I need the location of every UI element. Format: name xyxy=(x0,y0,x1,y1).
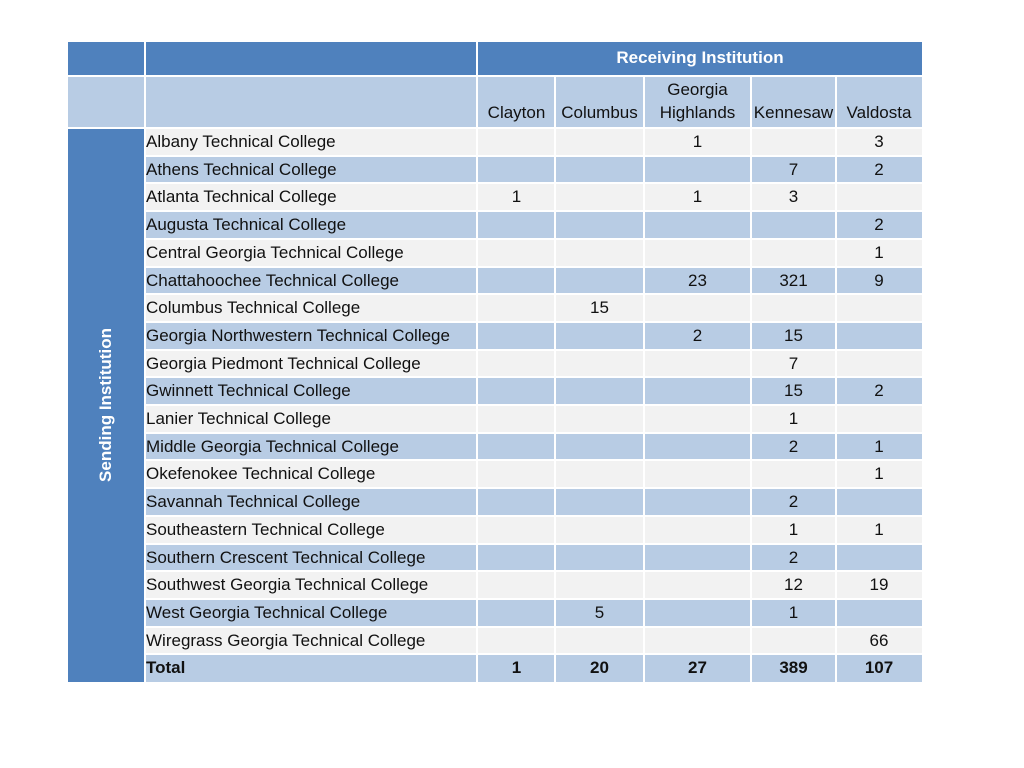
sending-institution-name: Atlanta Technical College xyxy=(146,187,337,207)
grid-line-horizontal xyxy=(144,266,922,268)
sending-institution-name: Southwest Georgia Technical College xyxy=(146,575,429,595)
value-cell-georgia-highlands: 2 xyxy=(692,325,703,345)
grid-line-horizontal xyxy=(144,210,922,212)
sending-institution-label: Sending Institution xyxy=(96,328,115,482)
grid-line-horizontal xyxy=(144,653,922,655)
value-cell-valdosta: 1 xyxy=(874,464,884,484)
grid-line-vertical xyxy=(643,76,645,682)
grid-line-horizontal xyxy=(68,75,922,77)
grid-line-vertical xyxy=(144,42,146,682)
value-cell-valdosta: 19 xyxy=(869,575,889,595)
column-header-valdosta xyxy=(836,101,922,124)
grid-line-horizontal xyxy=(144,570,922,572)
value-cell-georgia-highlands: 23 xyxy=(688,270,707,290)
sending-institution-name: Athens Technical College xyxy=(146,159,337,179)
grid-line-horizontal xyxy=(144,626,922,628)
grid-line-horizontal xyxy=(144,487,922,489)
value-cell-columbus: 15 xyxy=(590,298,609,318)
grid-line-vertical xyxy=(750,76,752,682)
sending-institution-name: Georgia Piedmont Technical College xyxy=(146,353,421,373)
receiving-institution-header: Receiving Institution xyxy=(616,48,784,67)
value-cell-valdosta: 107 xyxy=(864,658,894,678)
value-cell-kennesaw: 15 xyxy=(784,325,803,345)
value-cell-kennesaw: 12 xyxy=(784,575,803,595)
value-cell-kennesaw: 1 xyxy=(788,602,799,622)
value-cell-kennesaw: 1 xyxy=(788,519,799,539)
sending-institution-label-wrap xyxy=(68,128,144,682)
column-header-line: Clayton xyxy=(487,103,546,122)
value-cell-columbus: 5 xyxy=(594,602,605,622)
grid-line-horizontal xyxy=(144,182,922,184)
sending-institution-name: Savannah Technical College xyxy=(146,492,361,512)
value-cell-kennesaw: 7 xyxy=(788,159,799,179)
value-cell-kennesaw: 2 xyxy=(788,436,799,456)
value-cell-kennesaw: 2 xyxy=(788,492,799,512)
grid-line-horizontal xyxy=(144,293,922,295)
value-cell-kennesaw: 2 xyxy=(788,547,799,567)
value-cell-valdosta: 1 xyxy=(874,242,884,262)
value-cell-georgia-highlands: 27 xyxy=(688,658,707,678)
value-cell-clayton: 1 xyxy=(511,187,522,207)
value-cell-kennesaw: 1 xyxy=(788,409,799,428)
grid-line-horizontal xyxy=(144,376,922,378)
column-header-clayton xyxy=(478,101,555,124)
sending-institution-name: Okefenokee Technical College xyxy=(146,464,376,484)
sending-institution-name: Chattahoochee Technical College xyxy=(146,270,399,290)
transfer-table xyxy=(68,42,922,682)
grid-line-vertical xyxy=(554,76,556,682)
sending-institution-name: Middle Georgia Technical College xyxy=(146,436,399,456)
value-cell-georgia-highlands: 1 xyxy=(692,132,703,151)
column-header-georgia-highlands xyxy=(644,78,751,124)
grid-line-horizontal xyxy=(144,404,922,406)
sending-institution-name: Central Georgia Technical College xyxy=(146,242,404,262)
grid-line-vertical xyxy=(835,76,837,682)
value-cell-valdosta: 66 xyxy=(869,630,889,650)
column-header-line: Highlands xyxy=(659,103,736,122)
total-label: Total xyxy=(146,658,186,678)
grid-line-vertical xyxy=(476,42,478,682)
grid-line-horizontal xyxy=(144,598,922,600)
sending-institution-name: Augusta Technical College xyxy=(146,215,347,235)
grid-line-horizontal xyxy=(144,238,922,240)
sending-institution-name: Southern Crescent Technical College xyxy=(146,547,426,567)
grid-line-horizontal xyxy=(144,349,922,351)
value-cell-valdosta: 3 xyxy=(874,132,884,151)
value-cell-kennesaw: 389 xyxy=(779,658,808,678)
sending-institution-name: Gwinnett Technical College xyxy=(146,381,351,401)
grid-line-horizontal xyxy=(144,543,922,545)
value-cell-georgia-highlands: 1 xyxy=(692,187,703,207)
value-cell-valdosta: 2 xyxy=(874,381,884,401)
sending-institution-name: Wiregrass Georgia Technical College xyxy=(146,630,426,650)
value-cell-clayton: 1 xyxy=(511,658,522,678)
grid-line-horizontal xyxy=(144,155,922,157)
grid-line-horizontal xyxy=(68,127,922,129)
sending-institution-name: Lanier Technical College xyxy=(146,409,331,428)
sending-institution-name: West Georgia Technical College xyxy=(146,602,388,622)
column-header-line: Kennesaw xyxy=(753,103,834,122)
column-header-columbus xyxy=(555,101,644,124)
grid-line-horizontal xyxy=(144,321,922,323)
column-header-kennesaw xyxy=(751,101,836,124)
grid-line-horizontal xyxy=(144,515,922,517)
value-cell-columbus: 20 xyxy=(590,658,609,678)
value-cell-valdosta: 2 xyxy=(874,215,884,235)
value-cell-valdosta: 1 xyxy=(874,519,884,539)
grid-line-horizontal xyxy=(144,432,922,434)
column-header-line: Georgia xyxy=(667,80,728,99)
sending-institution-name: Columbus Technical College xyxy=(146,298,361,318)
value-cell-kennesaw: 15 xyxy=(784,381,803,401)
sending-institution-name: Albany Technical College xyxy=(146,132,336,151)
value-cell-kennesaw: 321 xyxy=(779,270,808,290)
value-cell-valdosta: 2 xyxy=(874,159,884,179)
value-cell-valdosta: 1 xyxy=(874,436,884,456)
value-cell-kennesaw: 7 xyxy=(788,353,799,373)
value-cell-kennesaw: 3 xyxy=(788,187,799,207)
column-header-line: Valdosta xyxy=(846,103,912,122)
grid-line-horizontal xyxy=(144,459,922,461)
value-cell-valdosta: 9 xyxy=(874,270,884,290)
sending-institution-name: Georgia Northwestern Technical College xyxy=(146,325,450,345)
sending-institution-name: Southeastern Technical College xyxy=(146,519,385,539)
column-header-line: Columbus xyxy=(561,103,638,122)
